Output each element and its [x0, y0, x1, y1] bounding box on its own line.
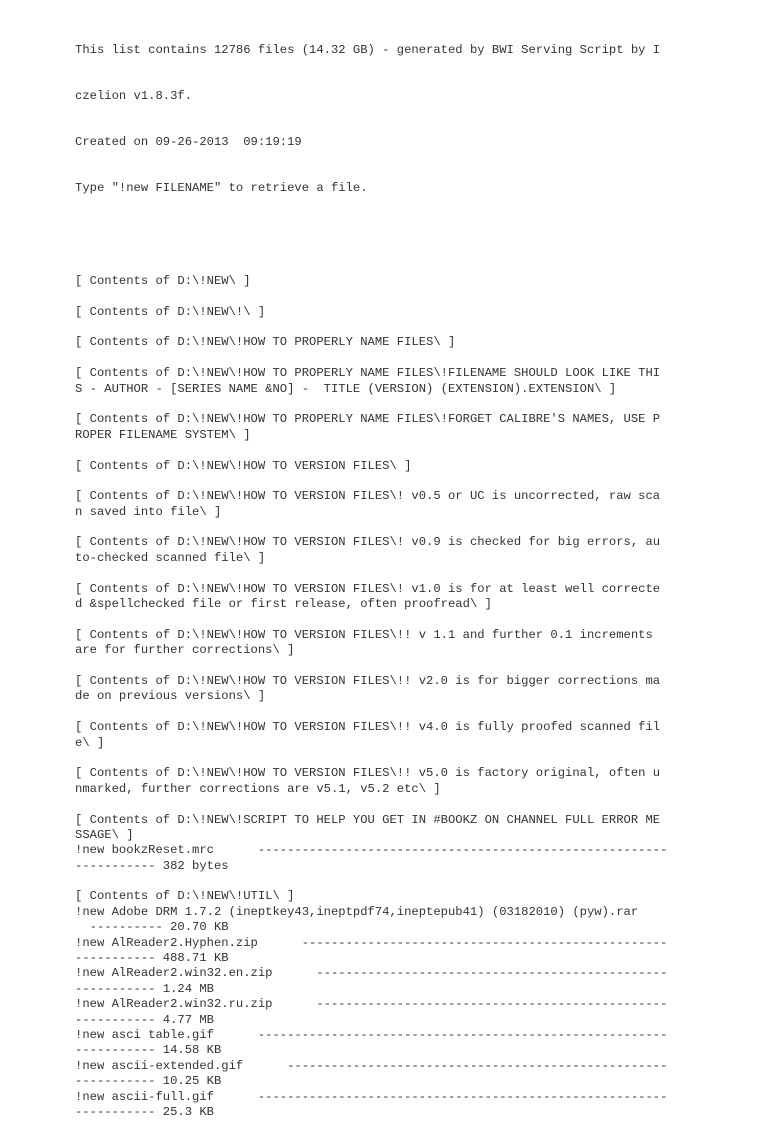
blank-line — [75, 443, 675, 458]
directory-header-line: [ Contents of D:\!NEW\!HOW TO VERSION FILES\! v1.0 is for at least well correcte — [75, 581, 661, 596]
directory-block — [75, 582, 675, 613]
blank-line — [75, 228, 675, 243]
directory-block — [75, 720, 675, 751]
file-size-line: ----------- 382 bytes — [75, 858, 229, 873]
directory-block — [75, 305, 675, 320]
file-size-line: ----------- 488.71 KB — [75, 951, 229, 966]
blank-line — [75, 351, 675, 366]
header-instructions: Type "!new FILENAME" to retrieve a file. — [75, 181, 368, 196]
blank-line — [75, 566, 675, 581]
file-entry-line: !new ascii-extended.gif ---------------------------------------------------- — [75, 1058, 668, 1073]
directory-header-line: [ Contents of D:\!NEW\ ] — [75, 273, 251, 288]
directory-header-line: [ Contents of D:\!NEW\!HOW TO PROPERLY NAME FILES\!FORGET CALIBRE'S NAMES, USE P — [75, 412, 661, 427]
file-size-line: n saved into file\ ] — [75, 504, 222, 519]
directory-block — [75, 535, 675, 566]
directory-header-line: [ Contents of D:\!NEW\!UTIL\ ] — [75, 889, 295, 904]
file-size-line: ---------- 20.70 KB — [75, 920, 229, 935]
blank-line — [75, 612, 675, 627]
directory-block — [75, 489, 675, 520]
blank-line — [75, 320, 675, 335]
file-entry-line: !new Adobe DRM 1.7.2 (ineptkey43,ineptpdf74,ineptepub41) (03182010) (pyw).rar — [75, 904, 639, 919]
directory-header-line: [ Contents of D:\!NEW\!HOW TO VERSION FILES\! v0.9 is checked for big errors, au — [75, 535, 661, 550]
blank-line — [75, 520, 675, 535]
directory-block — [75, 459, 675, 474]
file-size-line: e\ ] — [75, 735, 105, 750]
file-entry-line: !new AlReader2.win32.ru.zip ------------------------------------------------ — [75, 997, 668, 1012]
file-size-line: to-checked scanned file\ ] — [75, 550, 266, 565]
directory-header-line: [ Contents of D:\!NEW\!HOW TO VERSION FILES\! v0.5 or UC is uncorrected, raw sca — [75, 489, 661, 504]
directory-header-line: [ Contents of D:\!NEW\!\ ] — [75, 304, 266, 319]
file-entry-line: !new bookzReset.mrc -------------------------------------------------------- — [75, 843, 668, 858]
directory-block — [75, 274, 675, 289]
file-size-line: ----------- 25.3 KB — [75, 1104, 214, 1119]
blank-line — [75, 474, 675, 489]
directory-block — [75, 335, 675, 350]
file-size-line: ----------- 10.25 KB — [75, 1074, 222, 1089]
file-size-line: S - AUTHOR - [SERIES NAME &NO] - TITLE (VERSION) (EXTENSION).EXTENSION\ ] — [75, 381, 617, 396]
directory-blocks — [75, 274, 675, 1120]
file-size-line: de on previous versions\ ] — [75, 689, 266, 704]
file-entry-line: !new asci table.gif -------------------------------------------------------- — [75, 1027, 668, 1042]
file-entry-line: !new AlReader2.Hyphen.zip -------------------------------------------------- — [75, 935, 668, 950]
directory-header-line: [ Contents of D:\!NEW\!HOW TO VERSION FILES\ ] — [75, 458, 412, 473]
file-size-line: ----------- 1.24 MB — [75, 981, 214, 996]
directory-block — [75, 889, 675, 1120]
header-summary-line-2: czelion v1.8.3f. — [75, 89, 193, 104]
directory-block — [75, 412, 675, 443]
directory-block — [75, 628, 675, 659]
header-summary-line-1: This list contains 12786 files (14.32 GB) - generated by BWI Serving Script by I — [75, 42, 661, 57]
directory-header-line: [ Contents of D:\!NEW\!SCRIPT TO HELP YOU GET IN #BOOKZ ON CHANNEL FULL ERROR ME — [75, 812, 661, 827]
file-listing-document — [75, 12, 675, 1136]
file-size-line: d &spellchecked file or first release, often proofread\ ] — [75, 597, 492, 612]
blank-line — [75, 705, 675, 720]
blank-line — [75, 289, 675, 304]
file-entry-line: !new ascii-full.gif -------------------------------------------------------- — [75, 1089, 668, 1104]
file-size-line: ROPER FILENAME SYSTEM\ ] — [75, 427, 251, 442]
blank-line — [75, 659, 675, 674]
directory-block — [75, 766, 675, 797]
directory-header-line: [ Contents of D:\!NEW\!HOW TO VERSION FILES\!! v2.0 is for bigger corrections ma — [75, 673, 661, 688]
directory-header-line: [ Contents of D:\!NEW\!HOW TO VERSION FILES\!! v4.0 is fully proofed scanned fil — [75, 720, 661, 735]
directory-header-line: [ Contents of D:\!NEW\!HOW TO PROPERLY NAME FILES\!FILENAME SHOULD LOOK LIKE THI — [75, 366, 661, 381]
file-size-line: ----------- 14.58 KB — [75, 1043, 222, 1058]
directory-header-line: [ Contents of D:\!NEW\!HOW TO VERSION FILES\!! v5.0 is factory original, often u — [75, 766, 661, 781]
blank-line — [75, 397, 675, 412]
directory-header-line: [ Contents of D:\!NEW\!HOW TO PROPERLY NAME FILES\ ] — [75, 335, 456, 350]
file-entry-line: !new AlReader2.win32.en.zip ------------------------------------------------ — [75, 966, 668, 981]
blank-line — [75, 751, 675, 766]
directory-block — [75, 366, 675, 397]
file-size-line: nmarked, further corrections are v5.1, v5.2 etc\ ] — [75, 781, 441, 796]
blank-line — [75, 797, 675, 812]
file-size-line: SSAGE\ ] — [75, 827, 134, 842]
header-created-date: Created on 09-26-2013 09:19:19 — [75, 135, 302, 150]
file-size-line: ----------- 4.77 MB — [75, 1012, 214, 1027]
directory-block — [75, 674, 675, 705]
directory-header-line: [ Contents of D:\!NEW\!HOW TO VERSION FILES\!! v 1.1 and further 0.1 increments — [75, 627, 653, 642]
blank-line — [75, 874, 675, 889]
directory-block — [75, 813, 675, 875]
file-size-line: are for further corrections\ ] — [75, 643, 295, 658]
